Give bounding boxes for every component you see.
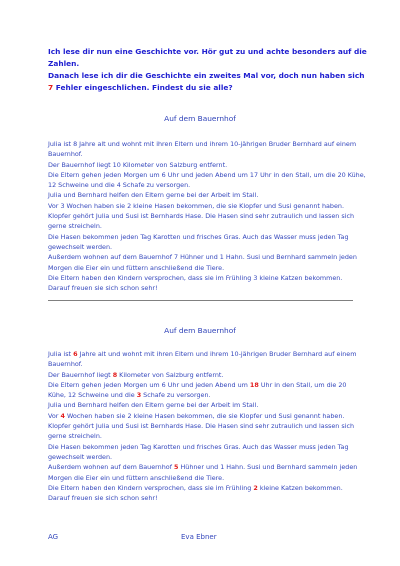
story-text: Julia ist	[48, 350, 74, 358]
story-text: Hühner und 1 Hahn. Susi und Bernhard sammeln jeden Morgen die Eier ein und füttern anschließend die Tiere.	[48, 463, 358, 482]
changed-number: 6	[73, 350, 78, 358]
story-text: Jahre alt und wohnt mit ihren Eltern und ihrem 10-jährigen Bruder Bernhard auf einem Bauernhof.	[48, 350, 357, 369]
changed-number: 4	[60, 411, 65, 420]
story-paragraph: Die Hasen bekommen jeden Tag Karotten und frisches Gras. Auch das Wasser muss jeden Tag gewechselt werden.	[48, 232, 349, 251]
story-paragraph	[48, 483, 366, 504]
instruction-text: Danach lese ich dir die Geschichte ein zweites Mal vor, doch nun haben sich	[48, 71, 365, 80]
changed-number: 2	[253, 483, 258, 492]
story-text: Die Eltern gehen jeden Morgen um 6 Uhr und jeden Abend um	[48, 380, 250, 389]
instruction-line-2	[48, 70, 368, 94]
footer-initials: AG	[48, 533, 59, 541]
story-paragraph	[48, 411, 366, 442]
error-count: 7	[48, 83, 54, 92]
story-text: Uhr in den Stall, um die 20 Kühe, 12 Schweine und die	[48, 380, 347, 400]
modified-story	[48, 349, 366, 503]
story-text: Schafe zu versorgen.	[141, 391, 211, 400]
story-paragraph: Julia und Bernhard helfen den Eltern gerne bei der Arbeit im Stall.	[48, 191, 259, 200]
story-paragraph: Die Eltern gehen jeden Morgen um 6 Uhr und jeden Abend um 17 Uhr in den Stall, um die 20 Kühe, 12 Schweine und die 4 Schafe zu versorgen.	[48, 170, 366, 190]
story-text: Kilometer von Salzburg entfernt.	[117, 370, 224, 379]
story-paragraph: Die Eltern haben den Kindern versprochen, dass sie im Frühling 3 kleine Katzen bekommen. Darauf freuen sie sich schon sehr!	[48, 273, 343, 293]
story-text: kleine Katzen bekommen. Darauf freuen sie sich schon sehr!	[48, 483, 343, 503]
story-text: Wochen haben sie 2 kleine Hasen bekommen, die sie Klopfer und Susi genannt haben. Klopfer gehört Julia und Susi ist Bernhards Hase. Die Hasen sind sehr zutraulich und lassen sich gerne streicheln.	[48, 411, 355, 441]
changed-number: 18	[249, 380, 259, 389]
story-text: Der Bauernhof liegt	[48, 370, 113, 379]
instructions	[48, 46, 368, 94]
footer-author: Eva Ebner	[181, 533, 217, 541]
story-paragraph: Julia und Bernhard helfen den Eltern gerne bei der Arbeit im Stall.	[48, 401, 259, 410]
story-text: Vor	[48, 411, 61, 420]
story-paragraph: Außerdem wohnen auf dem Bauernhof 7 Hühner und 1 Hahn. Susi und Bernhard sammeln jeden Morgen die Eier ein und füttern anschließend die Tiere.	[48, 253, 357, 272]
story-paragraph: Die Hasen bekommen jeden Tag Karotten und frisches Gras. Auch das Wasser muss jeden Tag gewechselt werden.	[48, 442, 349, 461]
story-paragraph	[48, 370, 366, 380]
story-text: Außerdem wohnen auf dem Bauernhof	[48, 463, 174, 472]
story-paragraph	[48, 380, 366, 401]
story-paragraph: Der Bauernhof liegt 10 Kilometer von Salzburg entfernt.	[48, 160, 228, 169]
story-title: Auf dem Bauernhof	[164, 114, 236, 123]
instruction-line-1: Ich lese dir nun eine Geschichte vor. Hör gut zu und achte besonders auf die Zahlen.	[48, 47, 367, 68]
story-paragraph: Julia ist 8 Jahre alt und wohnt mit ihren Eltern und ihrem 10-jährigen Bruder Bernhard auf einem Bauernhof.	[48, 140, 357, 159]
story-paragraph	[48, 349, 366, 370]
changed-number: 5	[173, 463, 179, 472]
original-story	[48, 139, 366, 293]
story-title: Auf dem Bauernhof	[164, 326, 236, 335]
changed-number: 3	[136, 391, 142, 400]
story-paragraph: Vor 3 Wochen haben sie 2 kleine Hasen bekommen, die sie Klopfer und Susi genannt haben. Klopfer gehört Julia und Susi ist Bernhards Hase. Die Hasen sind sehr zutraulich und lassen sich gerne streicheln.	[48, 201, 355, 231]
story-paragraph	[48, 462, 366, 483]
instruction-text: Fehler eingeschlichen. Findest du sie alle?	[53, 83, 233, 92]
story-text: Die Eltern haben den Kindern versprochen, dass sie im Frühling	[48, 483, 254, 492]
changed-number: 8	[112, 370, 118, 379]
divider-line	[48, 300, 353, 301]
